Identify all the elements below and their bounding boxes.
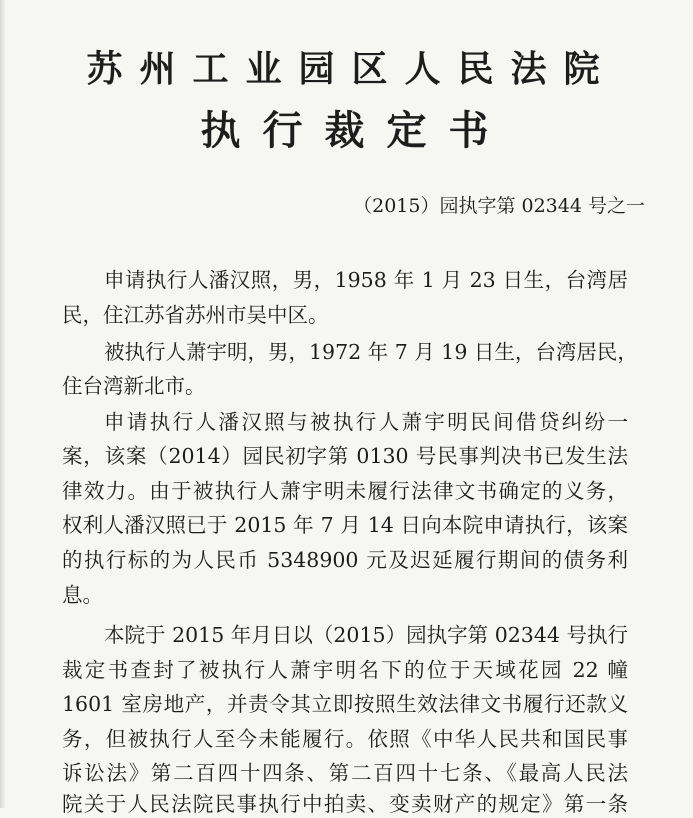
paragraph-1-line-2: 民，住江苏省苏州市吴中区。 xyxy=(62,303,329,327)
paragraph-3-line-6: 息。 xyxy=(62,583,103,607)
paragraph-4-line-1: 本院于 2015 年月日以（2015）园执字第 02344 号执行 xyxy=(104,623,628,647)
paragraph-4-line-2: 裁定书查封了被执行人萧宇明名下的位于天域花园 22 幢 xyxy=(62,658,628,682)
document-title: 执行裁定书 xyxy=(200,107,511,154)
paragraph-4-line-6: 院关于人民法院民事执行中拍卖、变卖财产的规定》第一条 xyxy=(62,792,628,816)
paragraph-4-line-3: 1601 室房地产，并责令其立即按照生效法律文书履行还款义 xyxy=(62,692,628,716)
paragraph-1-line-1: 申请执行人潘汉照，男，1958 年 1 月 23 日生，台湾居 xyxy=(104,268,628,292)
paragraph-3-line-1: 申请执行人潘汉照与被执行人萧宇明民间借贷纠纷一 xyxy=(104,410,628,434)
paragraph-4-line-5: 诉讼法》第二百四十四条、第二百四十七条、《最高人民法 xyxy=(62,761,628,785)
paragraph-4-line-4: 务，但被执行人至今未能履行。依照《中华人民共和国民事 xyxy=(62,727,628,751)
paragraph-3-line-2: 案，该案（2014）园民初字第 0130 号民事判决书已发生法 xyxy=(62,444,628,468)
paragraph-2-line-2: 住台湾新北市。 xyxy=(62,374,206,398)
paragraph-3-line-5: 的执行标的为人民币 5348900 元及迟延履行期间的债务利 xyxy=(62,548,628,572)
paragraph-2-line-1: 被执行人萧宇明，男，1972 年 7 月 19 日生，台湾居民， xyxy=(104,340,638,364)
paragraph-3-line-4: 权利人潘汉照已于 2015 年 7 月 14 日向本院申请执行，该案 xyxy=(62,513,628,537)
paragraph-3-line-3: 律效力。由于被执行人萧宇明未履行法律文书确定的义务， xyxy=(62,479,628,503)
case-number: （2015）园执字第 02344 号之一 xyxy=(353,195,645,217)
court-name: 苏州工业园区人民法院 xyxy=(86,48,617,90)
